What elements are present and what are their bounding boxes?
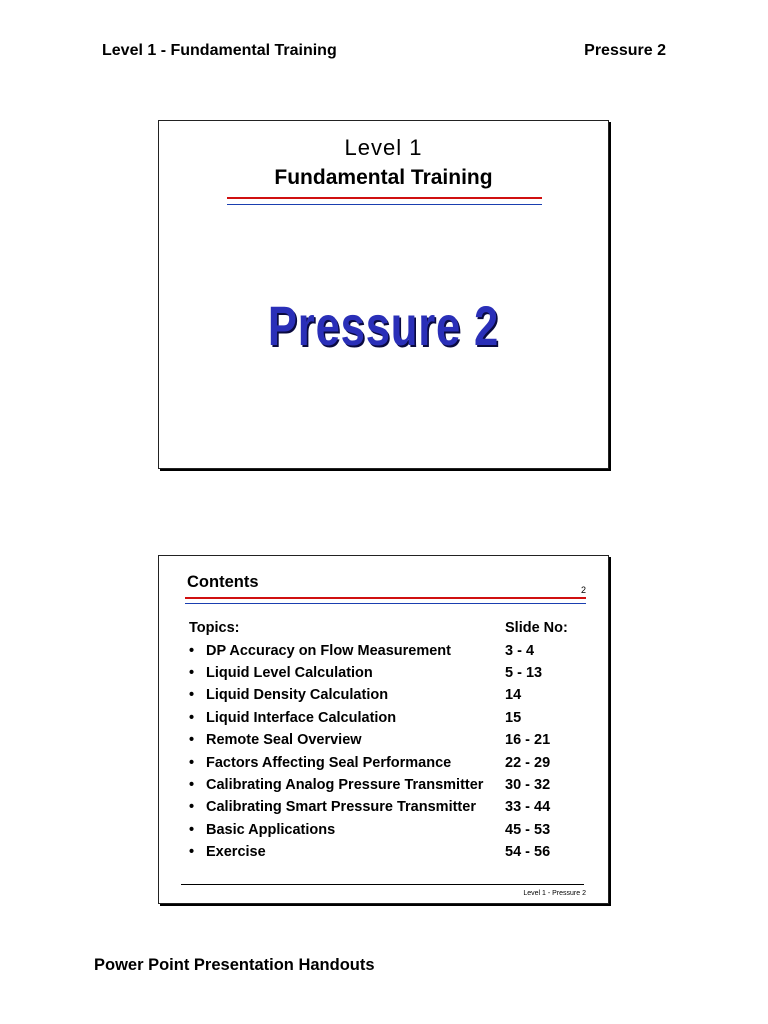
topics-header-row bbox=[189, 617, 589, 639]
slide-footer: Level 1 - Pressure 2 bbox=[523, 890, 586, 897]
blue-divider bbox=[227, 204, 542, 205]
topic-name: Basic Applications bbox=[206, 821, 336, 838]
topics-header: Topics: bbox=[189, 620, 240, 637]
topic-row bbox=[189, 796, 589, 818]
topic-slides: 5 - 13 bbox=[505, 664, 543, 681]
topic-row bbox=[189, 729, 589, 751]
topic-row bbox=[189, 774, 589, 796]
topic-name: Exercise bbox=[206, 844, 266, 861]
topic-row bbox=[189, 751, 589, 773]
topic-row bbox=[189, 684, 589, 706]
topics-table bbox=[189, 617, 589, 863]
topic-name: Factors Affecting Seal Performance bbox=[206, 754, 452, 771]
page-header-left: Level 1 - Fundamental Training bbox=[102, 42, 337, 59]
bullet-icon: • bbox=[189, 664, 195, 681]
slide-main-title: Pressure 2 bbox=[267, 294, 500, 357]
page-header-right: Pressure 2 bbox=[584, 42, 666, 59]
bullet-icon: • bbox=[189, 754, 195, 771]
topic-slides: 3 - 4 bbox=[505, 642, 535, 659]
bullet-icon: • bbox=[189, 799, 195, 816]
bullet-icon: • bbox=[189, 687, 195, 704]
slide-subtitle: Fundamental Training bbox=[274, 166, 493, 189]
red-divider bbox=[227, 197, 542, 199]
blue-divider bbox=[185, 603, 586, 604]
slide-level-label: Level 1 bbox=[344, 135, 423, 160]
topic-name: Liquid Interface Calculation bbox=[206, 709, 397, 726]
topic-slides: 33 - 44 bbox=[505, 799, 551, 816]
topic-slides: 45 - 53 bbox=[505, 821, 551, 838]
topic-name: DP Accuracy on Flow Measurement bbox=[206, 642, 451, 659]
bullet-icon: • bbox=[189, 709, 195, 726]
topic-slides: 14 bbox=[505, 687, 522, 704]
bullet-icon: • bbox=[189, 844, 195, 861]
topic-name: Calibrating Smart Pressure Transmitter bbox=[206, 799, 476, 816]
topic-name: Liquid Density Calculation bbox=[206, 687, 389, 704]
page-footer: Power Point Presentation Handouts bbox=[94, 956, 375, 974]
bullet-icon: • bbox=[189, 821, 195, 838]
bullet-icon: • bbox=[189, 776, 195, 793]
bullet-icon: • bbox=[189, 732, 195, 749]
red-divider bbox=[185, 597, 586, 599]
topic-slides: 15 bbox=[505, 709, 522, 726]
topic-name: Liquid Level Calculation bbox=[206, 664, 373, 681]
topic-row bbox=[189, 662, 589, 684]
topic-slides: 16 - 21 bbox=[505, 732, 551, 749]
topic-row bbox=[189, 639, 589, 661]
topic-slides: 54 - 56 bbox=[505, 844, 551, 861]
topic-slides: 30 - 32 bbox=[505, 776, 551, 793]
bullet-icon: • bbox=[189, 642, 195, 659]
topic-name: Remote Seal Overview bbox=[206, 732, 362, 749]
contents-slide bbox=[158, 555, 609, 904]
slide-no-header: Slide No: bbox=[505, 620, 568, 637]
slide-number: 2 bbox=[580, 585, 586, 595]
topic-slides: 22 - 29 bbox=[505, 754, 551, 771]
contents-title: Contents bbox=[187, 573, 259, 591]
title-slide bbox=[158, 120, 609, 469]
topic-row bbox=[189, 841, 589, 863]
topic-row bbox=[189, 819, 589, 841]
topic-row bbox=[189, 707, 589, 729]
topic-name: Calibrating Analog Pressure Transmitter bbox=[206, 776, 484, 793]
footer-divider bbox=[181, 884, 584, 885]
